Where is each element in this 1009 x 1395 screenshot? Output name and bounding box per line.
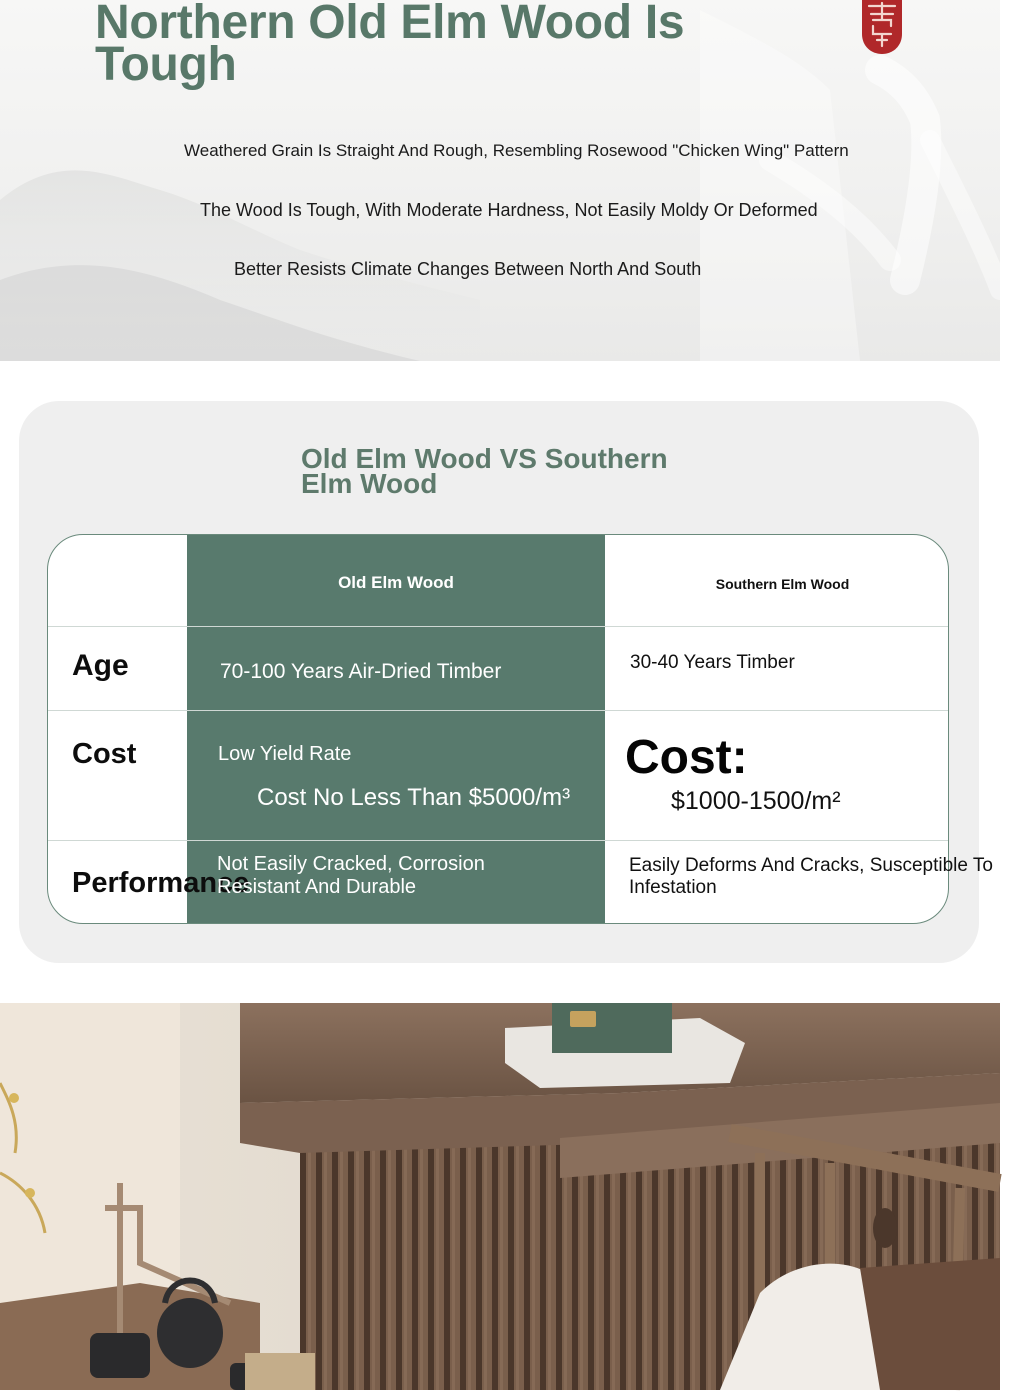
cost-southern-elm-price: $1000-1500/m² (671, 787, 841, 815)
cost-old-elm-yield: Low Yield Rate (218, 743, 352, 765)
age-southern-elm: 30-40 Years Timber (630, 652, 795, 673)
comparison-table (47, 534, 993, 924)
row-label-age: Age (72, 649, 129, 682)
row-divider (48, 626, 948, 627)
hero-title: Northern Old Elm Wood Is Tough (95, 0, 685, 91)
hero-line-toughness: The Wood Is Tough, With Moderate Hardness, Not Easily Moldy Or Deformed (200, 200, 818, 220)
comparison-title: Old Elm Wood VS Southern Elm Wood (301, 443, 668, 499)
row-label-performance: Performance (72, 867, 250, 899)
room-photo (0, 1003, 1000, 1390)
header-southern-elm: Southern Elm Wood (715, 576, 850, 592)
row-divider (48, 840, 948, 841)
hero-line-climate: Better Resists Climate Changes Between North And South (234, 259, 702, 279)
furniture-room-illustration (0, 1003, 1000, 1390)
header-old-elm: Old Elm Wood (338, 573, 454, 592)
row-label-cost: Cost (72, 738, 137, 770)
performance-southern-elm: Easily Deforms And Cracks, Susceptible To Infestation (629, 855, 993, 898)
hero-section (0, 0, 1000, 361)
red-seal-stamp-icon (859, 0, 905, 56)
performance-old-elm: Not Easily Cracked, Corrosion Resistant And Durable (217, 853, 485, 898)
cost-old-elm-price: Cost No Less Than $5000/m³ (257, 784, 571, 811)
row-divider (48, 710, 948, 711)
hero-line-grain: Weathered Grain Is Straight And Rough, Resembling Rosewood "Chicken Wing" Pattern (184, 141, 849, 160)
cost-southern-elm-label: Cost: (625, 731, 748, 784)
age-old-elm: 70-100 Years Air-Dried Timber (220, 660, 502, 683)
